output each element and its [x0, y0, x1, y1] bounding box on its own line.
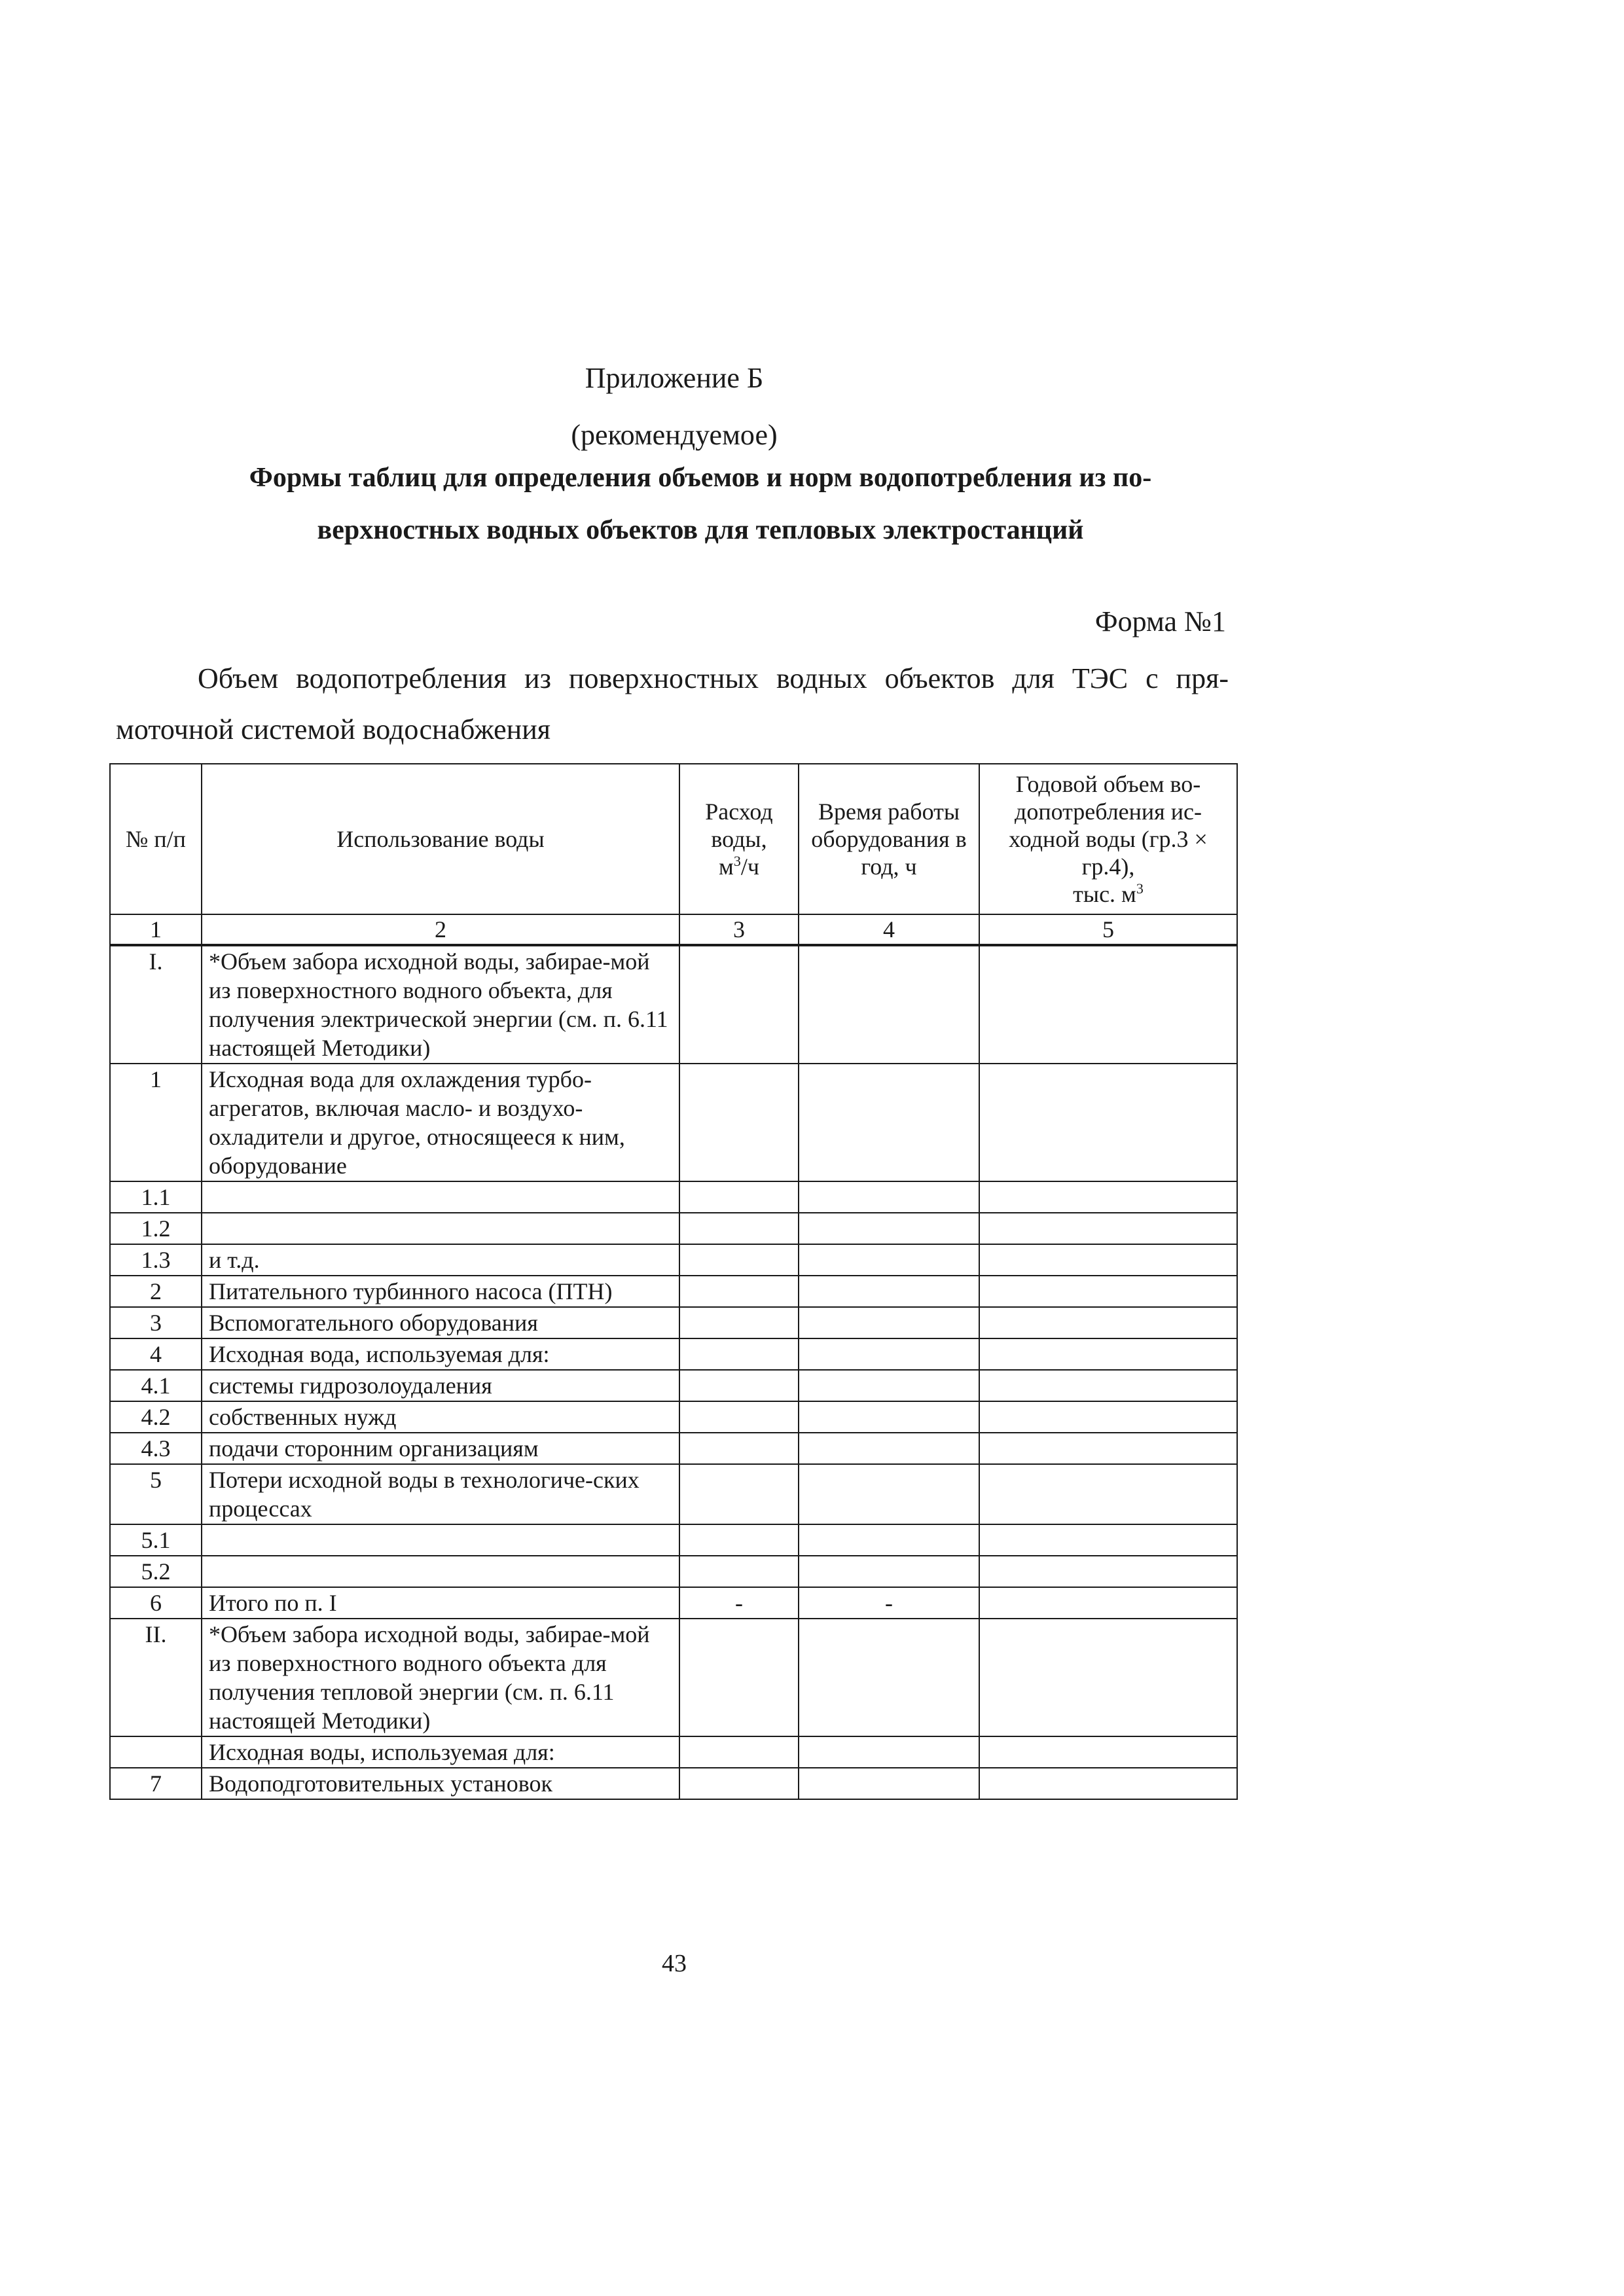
row-description-cell: Вспомогательного оборудования [202, 1307, 679, 1338]
row-annual-volume-cell [979, 1213, 1237, 1244]
row-operating-time-cell [799, 1524, 979, 1556]
row-operating-time-cell [799, 1401, 979, 1433]
header-operating-time: Время работы оборудования в год, ч [799, 764, 979, 914]
forms-heading [196, 452, 1204, 556]
row-number-cell: 2 [110, 1276, 202, 1307]
row-flow-rate-cell [679, 1244, 799, 1276]
header-flow-rate-unit-base: м [719, 853, 734, 880]
row-annual-volume-cell [979, 1768, 1237, 1799]
row-flow-rate-cell [679, 1464, 799, 1524]
appendix-title: Приложение Б [585, 362, 764, 394]
row-operating-time-cell [799, 1433, 979, 1464]
table-row [110, 1556, 1237, 1587]
row-number-cell: 4.1 [110, 1370, 202, 1401]
table-row [110, 1276, 1237, 1307]
row-number-cell: 1.1 [110, 1181, 202, 1213]
row-annual-volume-cell [979, 1556, 1237, 1587]
row-annual-volume-cell [979, 1524, 1237, 1556]
row-number-cell: 5.2 [110, 1556, 202, 1587]
appendix-subtitle: (рекомендуемое) [571, 419, 778, 451]
header-flow-rate [679, 764, 799, 914]
row-description-cell: собственных нужд [202, 1401, 679, 1433]
table-row [110, 1433, 1237, 1464]
row-number-cell: 6 [110, 1587, 202, 1619]
row-annual-volume-cell [979, 1307, 1237, 1338]
row-number-cell: 4.2 [110, 1401, 202, 1433]
row-flow-rate-cell [679, 1307, 799, 1338]
row-annual-volume-cell [979, 1276, 1237, 1307]
water-consumption-table [109, 763, 1238, 1800]
row-operating-time-cell [799, 1276, 979, 1307]
row-description-cell: Потери исходной воды в технологиче-ских процессах [202, 1464, 679, 1524]
table-row [110, 1768, 1237, 1799]
form-number-label: Форма №1 [1094, 605, 1226, 637]
row-flow-rate-cell [679, 945, 799, 1064]
row-description-cell: Исходная воды, используемая для: [202, 1736, 679, 1768]
table-row [110, 1181, 1237, 1213]
table-body [110, 945, 1237, 1799]
row-number-cell [110, 1736, 202, 1768]
row-description-cell: Исходная вода, используемая для: [202, 1338, 679, 1370]
row-operating-time-cell [799, 1556, 979, 1587]
row-description-cell [202, 1556, 679, 1587]
header-annual-volume-unit-sup: 3 [1136, 880, 1144, 897]
row-operating-time-cell [799, 1464, 979, 1524]
row-flow-rate-cell [679, 1276, 799, 1307]
row-description-cell: Питательного турбинного насоса (ПТН) [202, 1276, 679, 1307]
row-number-cell: 1.3 [110, 1244, 202, 1276]
column-number: 1 [110, 914, 202, 945]
table-row [110, 1619, 1237, 1736]
header-annual-volume-unit-base: тыс. м [1073, 881, 1136, 907]
column-number-row [110, 914, 1237, 945]
row-flow-rate-cell [679, 1401, 799, 1433]
table-row [110, 1524, 1237, 1556]
row-operating-time-cell [799, 1181, 979, 1213]
row-flow-rate-cell [679, 1433, 799, 1464]
row-description-cell [202, 1181, 679, 1213]
row-number-cell: 3 [110, 1307, 202, 1338]
forms-heading-line2: верхностных водных объектов для тепловых электростанций [317, 515, 1084, 545]
row-number-cell: 4.3 [110, 1433, 202, 1464]
row-flow-rate-cell [679, 1768, 799, 1799]
column-number: 3 [679, 914, 799, 945]
row-operating-time-cell [799, 1619, 979, 1736]
table-row [110, 945, 1237, 1064]
row-description-cell: *Объем забора исходной воды, забирае-мой из поверхностного водного объекта для получения тепловой энергии (см. п. 6.11 настоящей Методики) [202, 1619, 679, 1736]
column-number: 4 [799, 914, 979, 945]
header-flow-rate-label: Расход воды, [705, 798, 773, 852]
column-number: 2 [202, 914, 679, 945]
table-row [110, 1064, 1237, 1181]
row-number-cell: 1 [110, 1064, 202, 1181]
row-flow-rate-cell [679, 1064, 799, 1181]
row-description-cell [202, 1213, 679, 1244]
forms-heading-line1: Формы таблиц для определения объемов и норм водопотребления из по- [249, 463, 1152, 493]
row-number-cell: 1.2 [110, 1213, 202, 1244]
row-annual-volume-cell [979, 1587, 1237, 1619]
row-number-cell: I. [110, 945, 202, 1064]
row-annual-volume-cell [979, 1181, 1237, 1213]
table-row [110, 1338, 1237, 1370]
row-operating-time-cell [799, 945, 979, 1064]
row-annual-volume-cell [979, 1244, 1237, 1276]
row-annual-volume-cell [979, 1401, 1237, 1433]
table-row [110, 1736, 1237, 1768]
row-number-cell: II. [110, 1619, 202, 1736]
row-number-cell: 5 [110, 1464, 202, 1524]
row-flow-rate-cell [679, 1524, 799, 1556]
row-operating-time-cell [799, 1307, 979, 1338]
row-annual-volume-cell [979, 1619, 1237, 1736]
table-intro-text: Объем водопотребления из поверхностных водных объектов для ТЭС с пря-моточной системой водоснабжения [116, 662, 1229, 745]
header-flow-rate-unit-tail: /ч [740, 853, 759, 880]
row-description-cell: и т.д. [202, 1244, 679, 1276]
row-description-cell: системы гидрозолоудаления [202, 1370, 679, 1401]
header-annual-volume-label: Годовой объем во-допотребления ис-ходной воды (гр.3 × гр.4), [1009, 771, 1208, 880]
row-flow-rate-cell: - [679, 1587, 799, 1619]
table-header-row [110, 764, 1237, 914]
row-number-cell: 5.1 [110, 1524, 202, 1556]
header-number: № п/п [110, 764, 202, 914]
table-row [110, 1213, 1237, 1244]
row-operating-time-cell [799, 1064, 979, 1181]
row-flow-rate-cell [679, 1213, 799, 1244]
page-number: 43 [662, 1950, 687, 1977]
row-description-cell: подачи сторонним организациям [202, 1433, 679, 1464]
row-annual-volume-cell [979, 1338, 1237, 1370]
row-number-cell: 4 [110, 1338, 202, 1370]
row-annual-volume-cell [979, 945, 1237, 1064]
table-row [110, 1307, 1237, 1338]
row-description-cell: Исходная вода для охлаждения турбо-агрегатов, включая масло- и воздухо-охладители и другое, относящееся к ним, оборудование [202, 1064, 679, 1181]
row-annual-volume-cell [979, 1433, 1237, 1464]
row-annual-volume-cell [979, 1064, 1237, 1181]
row-operating-time-cell [799, 1736, 979, 1768]
row-operating-time-cell [799, 1338, 979, 1370]
row-description-cell: *Объем забора исходной воды, забирае-мой из поверхностного водного объекта, для получения электрической энергии (см. п. 6.11 настоящей Методики) [202, 945, 679, 1064]
table-row [110, 1370, 1237, 1401]
row-operating-time-cell [799, 1768, 979, 1799]
table-row [110, 1587, 1237, 1619]
row-operating-time-cell [799, 1213, 979, 1244]
table-row [110, 1244, 1237, 1276]
header-annual-volume [979, 764, 1237, 914]
row-flow-rate-cell [679, 1556, 799, 1587]
header-flow-rate-unit-sup: 3 [733, 853, 741, 869]
row-flow-rate-cell [679, 1181, 799, 1213]
row-operating-time-cell [799, 1244, 979, 1276]
row-description-cell [202, 1524, 679, 1556]
table-row [110, 1401, 1237, 1433]
row-annual-volume-cell [979, 1370, 1237, 1401]
table-row [110, 1464, 1237, 1524]
row-description-cell: Итого по п. I [202, 1587, 679, 1619]
row-flow-rate-cell [679, 1736, 799, 1768]
row-operating-time-cell: - [799, 1587, 979, 1619]
row-annual-volume-cell [979, 1464, 1237, 1524]
row-number-cell: 7 [110, 1768, 202, 1799]
header-water-use: Использование воды [202, 764, 679, 914]
row-flow-rate-cell [679, 1338, 799, 1370]
column-number: 5 [979, 914, 1237, 945]
row-description-cell: Водоподготовительных установок [202, 1768, 679, 1799]
row-flow-rate-cell [679, 1370, 799, 1401]
row-flow-rate-cell [679, 1619, 799, 1736]
row-annual-volume-cell [979, 1736, 1237, 1768]
row-operating-time-cell [799, 1370, 979, 1401]
